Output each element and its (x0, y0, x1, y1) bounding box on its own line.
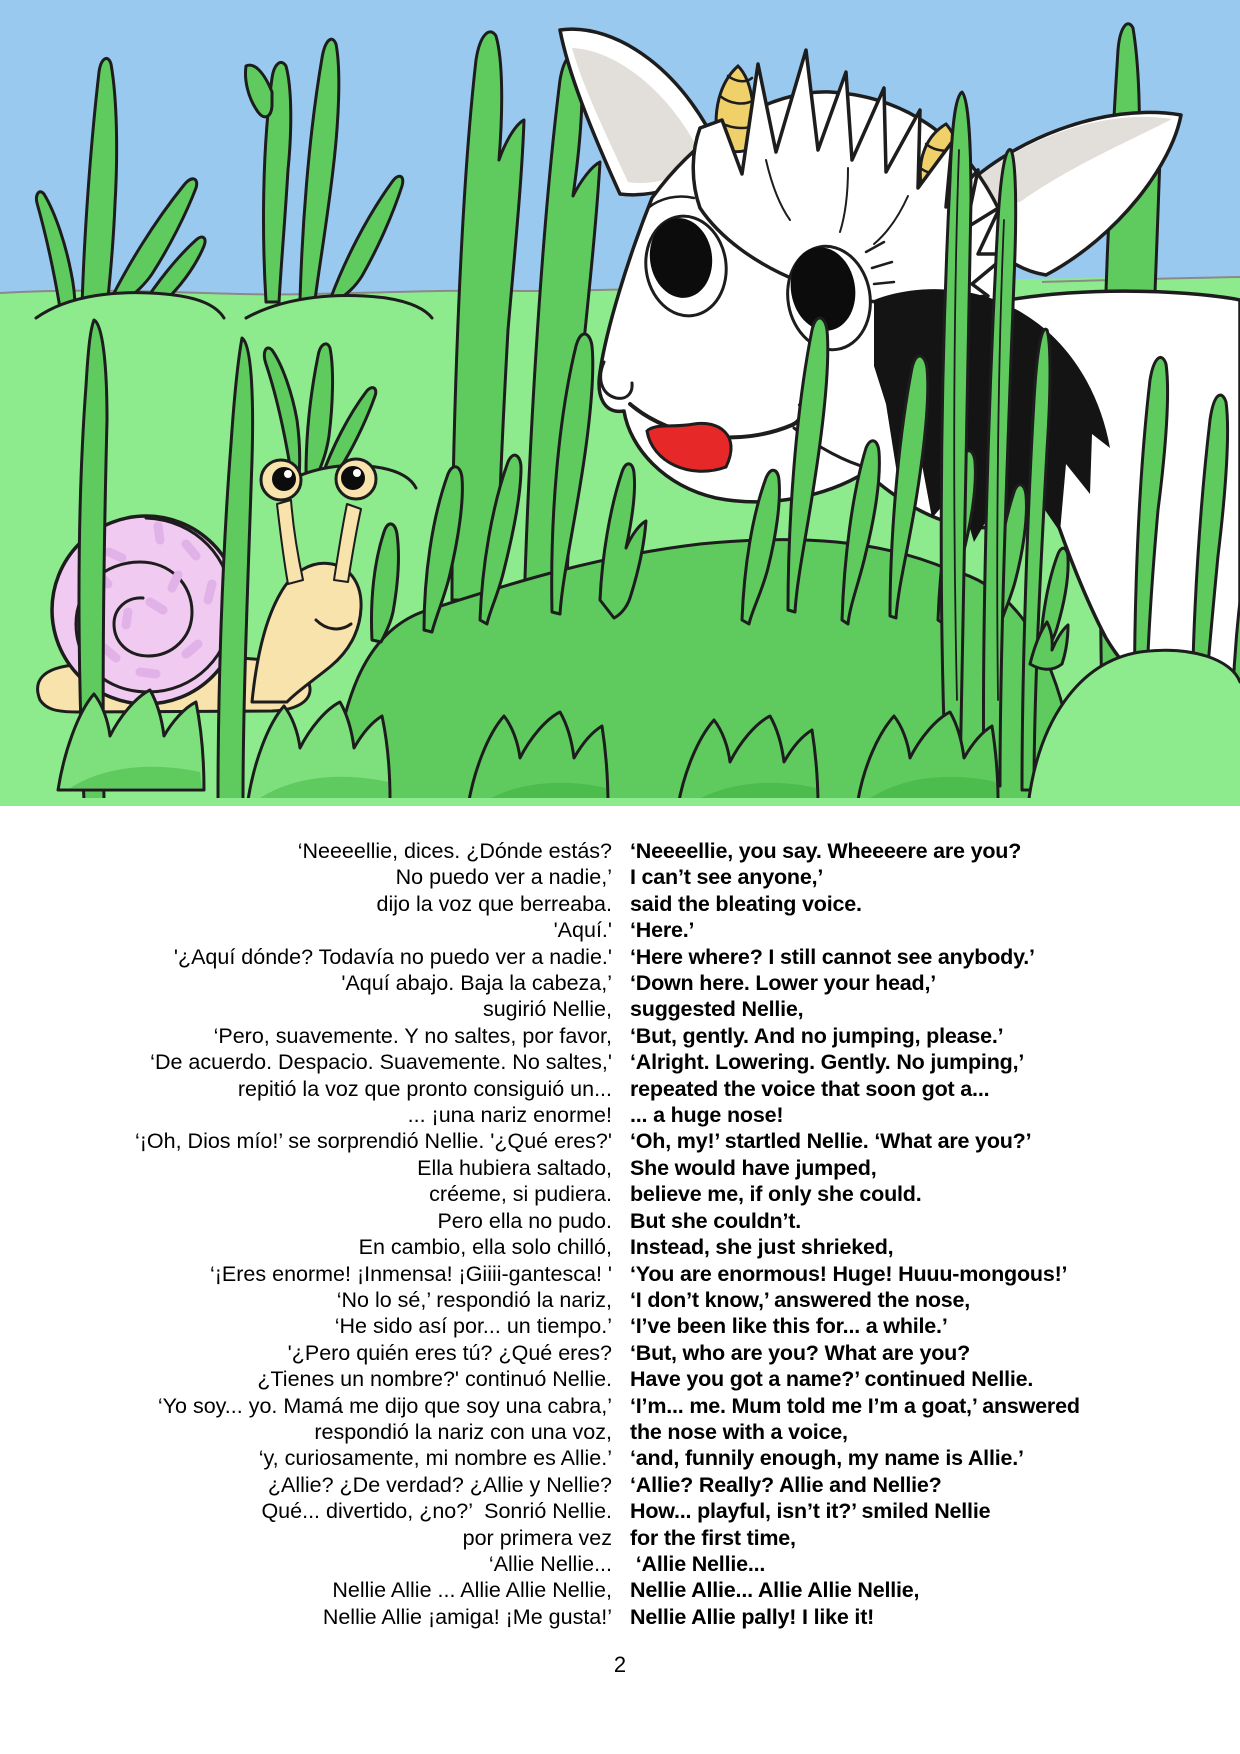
text-line: the nose with a voice, (630, 1419, 848, 1444)
text-line: ‘He sido así por... un tiempo.’ (334, 1314, 612, 1339)
text-line: ‘But, gently. And no jumping, please.’ (630, 1023, 1004, 1048)
text-line: Nellie Allie... Allie Allie Nellie, (630, 1578, 920, 1603)
text-line: ¿Tienes un nombre?' continuó Nellie. (257, 1367, 612, 1392)
text-line: ‘I’ve been like this for... a while.’ (630, 1314, 948, 1339)
english-column (630, 838, 1240, 1630)
text-line: Have you got a name?’ continued Nellie. (630, 1367, 1034, 1392)
illustration-bottom-strip (0, 798, 1240, 806)
text-line: ‘Neeeellie, dices. ¿Dónde estás? (297, 839, 612, 863)
text-line: ‘I don’t know,’ answered the nose, (630, 1287, 971, 1312)
text-line: I can’t see anyone,’ (630, 865, 824, 890)
text-line: respondió la nariz con una voz, (314, 1419, 612, 1444)
text-line: ‘y, curiosamente, mi nombre es Allie.’ (258, 1446, 612, 1471)
text-line: ‘Here.’ (630, 918, 695, 943)
text-line: ‘De acuerdo. Despacio. Suavemente. No saltes,' (150, 1050, 612, 1075)
text-line: ‘Neeeellie, you say. Wheeeere are you? (630, 839, 1022, 863)
text-line: suggested Nellie, (630, 997, 804, 1022)
text-line: En cambio, ella solo chilló, (358, 1235, 612, 1260)
text-line: dijo la voz que berreaba. (376, 891, 612, 916)
text-line: She would have jumped, (630, 1155, 877, 1180)
text-line: Nellie Allie ¡amiga! ¡Me gusta!’ (322, 1604, 612, 1629)
text-line: ‘Allie? Really? Allie and Nellie? (630, 1472, 942, 1497)
text-line: ‘Alright. Lowering. Gently. No jumping,’ (630, 1050, 1025, 1075)
text-line: But she couldn’t. (630, 1208, 801, 1233)
text-line: ‘No lo sé,’ respondió la nariz, (336, 1287, 612, 1312)
text-line: '¿Aquí dónde? Todavía no puedo ver a nadie.' (173, 944, 612, 969)
text-line: sugirió Nellie, (482, 997, 612, 1022)
text-line: ‘Allie Nellie... (630, 1551, 766, 1576)
text-line: '¿Pero quién eres tú? ¿Qué eres? (287, 1340, 612, 1365)
text-line: repeated the voice that soon got a... (630, 1076, 990, 1101)
text-line: for the first time, (630, 1525, 796, 1550)
text-line: No puedo ver a nadie,’ (395, 865, 612, 890)
text-line: Instead, she just shrieked, (630, 1235, 894, 1260)
text-line: ... a huge nose! (630, 1103, 784, 1128)
text-line: Nellie Allie ... Allie Allie Nellie, (332, 1578, 612, 1603)
text-line: ‘¡Oh, Dios mío!’ se sorprendió Nellie. '¿Qué eres?' (134, 1129, 612, 1154)
story-text (0, 838, 1240, 1630)
text-line: ‘Allie Nellie... (488, 1551, 612, 1576)
text-line: Nellie Allie pally! I like it! (630, 1604, 875, 1629)
snail-right-eye (336, 459, 376, 499)
text-line: repitió la voz que pronto consiguió un... (237, 1076, 612, 1101)
text-line: créeme, si pudiera. (429, 1182, 612, 1207)
text-line: ‘Yo soy... yo. Mamá me dijo que soy una cabra,’ (157, 1393, 612, 1418)
text-line: How... playful, isn’t it?’ smiled Nellie (630, 1499, 991, 1524)
text-line: said the bleating voice. (630, 891, 862, 916)
text-line: ‘You are enormous! Huge! Huuu-mongous!’ (630, 1261, 1068, 1286)
text-line: ¿Allie? ¿De verdad? ¿Allie y Nellie? (267, 1472, 612, 1497)
page-number: 2 (613, 1652, 627, 1677)
text-line: ‘Down here. Lower your head,’ (630, 971, 937, 996)
text-line: ‘I’m... me. Mum told me I’m a goat,’ answered (630, 1393, 1080, 1418)
text-line: ‘and, funnily enough, my name is Allie.’ (630, 1446, 1024, 1471)
text-line: ‘But, who are you? What are you? (630, 1340, 971, 1365)
text-line: Pero ella no pudo. (437, 1208, 612, 1233)
text-line: Qué... divertido, ¿no?’ Sonrió Nellie. (261, 1499, 612, 1524)
text-line: ‘¡Eres enorme! ¡Inmensa! ¡Giiii-gantesca! ' (210, 1261, 612, 1286)
spanish-column (0, 838, 612, 1630)
text-line: ‘Oh, my!’ startled Nellie. ‘What are you?’ (630, 1129, 1032, 1154)
text-line: ‘Here where? I still cannot see anybody.’ (630, 944, 1035, 969)
text-line: 'Aquí.' (553, 918, 612, 943)
text-line: ... ¡una nariz enorme! (407, 1103, 612, 1128)
story-illustration (0, 0, 1240, 806)
text-line: 'Aquí abajo. Baja la cabeza,’ (341, 971, 612, 996)
text-line: Ella hubiera saltado, (417, 1155, 612, 1180)
text-line: believe me, if only she could. (630, 1182, 922, 1207)
text-line: ‘Pero, suavemente. Y no saltes, por favor, (213, 1023, 612, 1048)
snail-left-eye (261, 460, 301, 500)
text-line: por primera vez (462, 1525, 612, 1550)
